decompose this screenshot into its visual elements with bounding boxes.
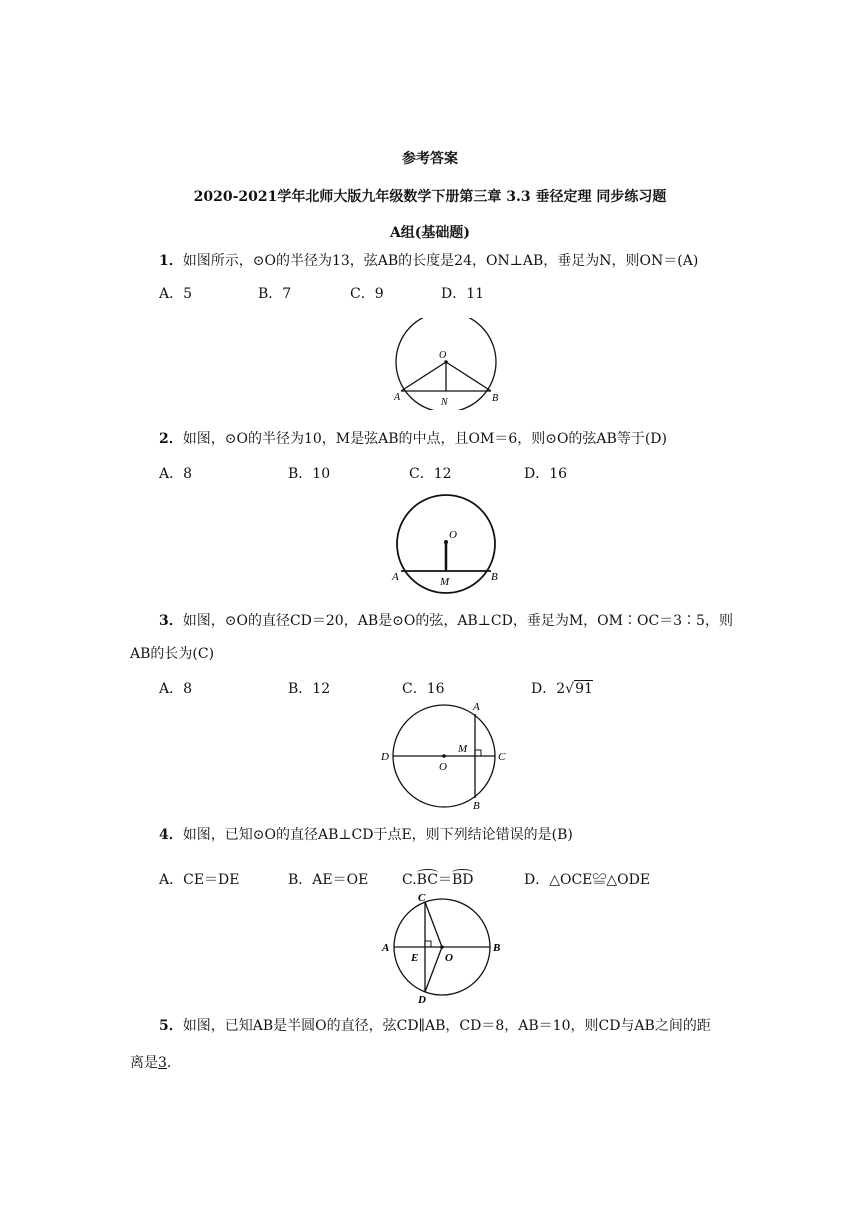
label-o: O bbox=[445, 952, 453, 964]
question-text: 如图，⊙O的半径为10，M是弦AB的中点，且OM＝6，则⊙O的弦AB等于(D) bbox=[182, 431, 667, 447]
question-2 bbox=[159, 428, 667, 448]
label-e: E bbox=[411, 952, 419, 964]
question-number: 5． bbox=[159, 1018, 183, 1034]
question-text: 如图，⊙O的直径CD＝20，AB是⊙O的弦，AB⊥CD，垂足为M，OM∶OC＝3∶5，则 bbox=[182, 613, 733, 629]
label-a: A bbox=[392, 571, 399, 583]
question-3 bbox=[159, 610, 733, 630]
option-a: A．5 bbox=[159, 286, 193, 302]
question-5-continued bbox=[130, 1052, 171, 1072]
option-b: B．12 bbox=[288, 681, 331, 697]
worksheet-title: 2020-2021学年北师大版九年级数学下册第三章 3.3 垂径定理 同步练习题 bbox=[193, 189, 667, 205]
option-a: A．8 bbox=[159, 681, 193, 697]
question-number: 4． bbox=[159, 827, 183, 843]
question-5 bbox=[159, 1015, 711, 1035]
option-c: C．12 bbox=[409, 466, 452, 482]
answer-heading: 参考答案 bbox=[402, 151, 458, 167]
section-title: A组(基础题) bbox=[389, 225, 471, 241]
option-c-prefix: C. bbox=[402, 872, 417, 888]
label-b: B bbox=[493, 942, 501, 954]
option-d-prefix: D．2 bbox=[531, 681, 566, 697]
option-c: C．9 bbox=[350, 286, 384, 302]
option-b: B．7 bbox=[258, 286, 292, 302]
text-prefix: 离是 bbox=[130, 1055, 158, 1071]
question-number: 1． bbox=[159, 253, 183, 269]
question-text: 如图，已知AB是半圆O的直径，弦CD∥AB，CD＝8，AB＝10，则CD与AB之间的距 bbox=[182, 1018, 711, 1034]
question-text: 如图所示，⊙O的半径为13，弦AB的长度是24，ON⊥AB，垂足为N，则ON＝(A) bbox=[182, 253, 699, 269]
option-d: D．16 bbox=[524, 466, 568, 482]
option-c-eq: ＝ bbox=[437, 872, 452, 888]
figure-3 bbox=[378, 698, 514, 812]
option-d: D．△OCE≌△ODE bbox=[524, 872, 651, 888]
question-3-continued: AB的长为(C) bbox=[130, 646, 215, 662]
label-n: N bbox=[441, 397, 448, 408]
label-o: O bbox=[439, 761, 447, 773]
question-4 bbox=[159, 824, 573, 844]
question-number: 2． bbox=[159, 431, 183, 447]
figure-4 bbox=[378, 890, 512, 1006]
label-d: D bbox=[381, 751, 389, 763]
option-b: B．AE＝OE bbox=[288, 872, 369, 888]
label-b: B bbox=[491, 571, 498, 583]
label-m: M bbox=[440, 576, 450, 588]
option-b: B．10 bbox=[288, 466, 331, 482]
option-a: A．8 bbox=[159, 466, 193, 482]
label-m: M bbox=[458, 743, 468, 755]
label-a: A bbox=[382, 942, 390, 954]
option-d: D．2√91 bbox=[531, 681, 593, 697]
question-text: 如图，已知⊙O的直径AB⊥CD于点E，则下列结论错误的是(B) bbox=[182, 827, 573, 843]
label-o: O bbox=[449, 529, 457, 541]
option-a: A．CE＝DE bbox=[159, 872, 240, 888]
text-suffix: . bbox=[166, 1055, 172, 1071]
label-c: C bbox=[498, 751, 506, 763]
label-o: O bbox=[439, 350, 447, 361]
question-number: 3． bbox=[159, 613, 183, 629]
label-b: B bbox=[492, 393, 499, 404]
label-c: C bbox=[418, 892, 426, 904]
label-d: D bbox=[418, 994, 426, 1006]
label-a: A bbox=[394, 392, 401, 403]
radicand: 91 bbox=[575, 681, 593, 697]
option-c bbox=[402, 869, 473, 889]
option-d: D．11 bbox=[441, 286, 485, 302]
answer-blank: 3 bbox=[158, 1055, 167, 1071]
question-1 bbox=[159, 250, 698, 270]
figure-2 bbox=[388, 494, 504, 598]
arc-bd: BD bbox=[451, 872, 474, 888]
label-b: B bbox=[473, 800, 480, 812]
arc-bc: BC bbox=[416, 872, 438, 888]
option-c: C．16 bbox=[402, 681, 445, 697]
figure-1 bbox=[384, 318, 508, 410]
label-a: A bbox=[473, 701, 480, 713]
